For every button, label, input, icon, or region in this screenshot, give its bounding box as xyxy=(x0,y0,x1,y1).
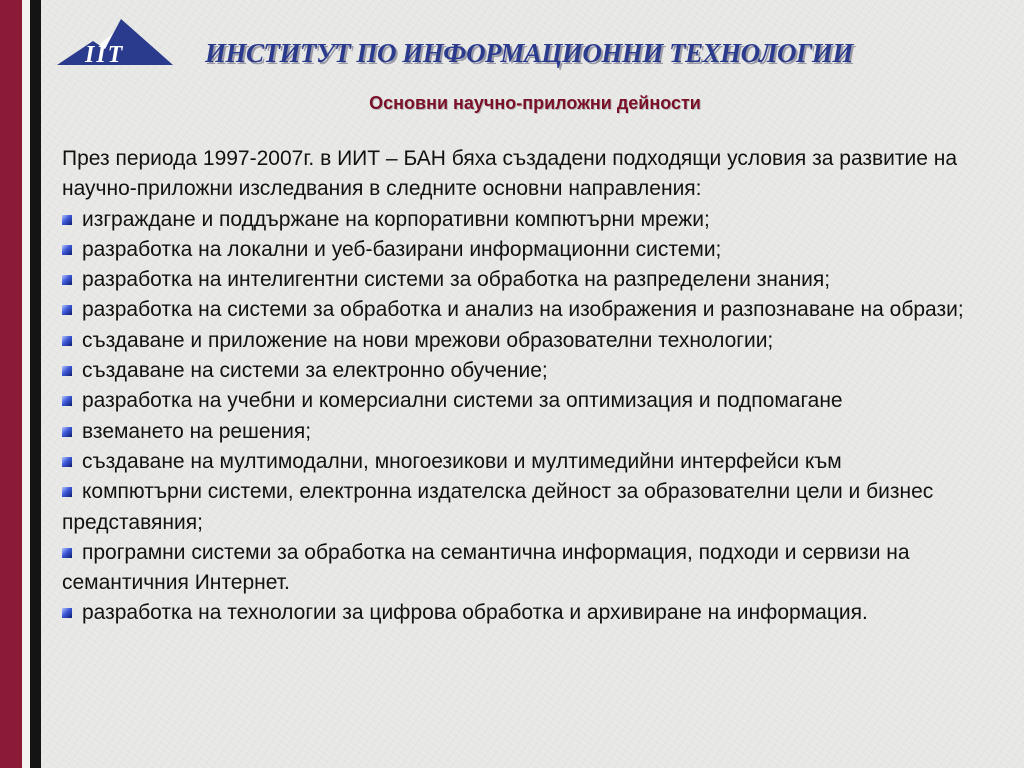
list-item xyxy=(62,326,1017,356)
square-bullet-icon xyxy=(62,245,72,255)
list-item-text: програмни системи за обработка на семантична информация, подходи и сервизи на семантичния Интернет. xyxy=(62,540,910,595)
list-item-text: създаване на мултимодални, многоезикови и мултимедийни интерфейси към xyxy=(82,449,842,473)
activity-list xyxy=(62,205,1017,629)
list-item xyxy=(62,598,1017,628)
list-item-text: изграждане и поддържане на корпоративни компютърни мрежи; xyxy=(82,207,710,231)
square-bullet-icon xyxy=(62,396,72,406)
list-item xyxy=(62,477,1017,538)
square-bullet-icon xyxy=(62,215,72,225)
square-bullet-icon xyxy=(62,366,72,376)
square-bullet-icon xyxy=(62,548,72,558)
list-item-text: разработка на технологии за цифрова обработка и архивиране на информация. xyxy=(82,601,868,625)
square-bullet-icon xyxy=(62,487,72,497)
slide-title: Основни научно-приложни дейности xyxy=(369,93,701,113)
intro-paragraph: През периода 1997-2007г. в ИИТ – БАН бяха създадени подходящи условия за развитие на научно-приложни изследвания в следните основни направления: xyxy=(62,147,958,201)
square-bullet-icon xyxy=(62,427,72,437)
left-white-stripe xyxy=(22,0,30,768)
left-maroon-stripe xyxy=(0,0,22,768)
list-item xyxy=(62,417,1017,447)
left-black-stripe xyxy=(30,0,41,768)
list-item-text: разработка на интелигентни системи за обработка на разпределени знания; xyxy=(82,268,831,292)
list-item xyxy=(62,447,1017,477)
list-item-text: разработка на локални и уеб-базирани информационни системи; xyxy=(82,237,722,261)
list-item-text: разработка на учебни и комерсиални системи за оптимизация и подпомагане xyxy=(82,389,843,413)
list-item-text: компютърни системи, електронна издателска дейност за образователни цели и бизнес представяния; xyxy=(62,480,934,534)
list-item-text: създаване на системи за електронно обучение; xyxy=(82,359,548,383)
square-bullet-icon xyxy=(62,305,72,315)
list-item-text: разработка на системи за обработка и анализ на изображения и разпознаване на образи; xyxy=(82,298,964,322)
logo-text: IIT xyxy=(85,42,125,68)
square-bullet-icon xyxy=(62,457,72,467)
list-item xyxy=(62,356,1017,386)
list-item xyxy=(62,265,1017,295)
iit-logo xyxy=(55,15,175,69)
institute-title: ИНСТИТУТ ПО ИНФОРМАЦИОННИ ТЕХНОЛОГИИ xyxy=(205,38,853,68)
list-item xyxy=(62,235,1017,265)
square-bullet-icon xyxy=(62,275,72,285)
list-item xyxy=(62,295,1017,325)
list-item-text: създаване и приложение на нови мрежови образователни технологии; xyxy=(82,328,774,352)
list-item xyxy=(62,538,1017,599)
square-bullet-icon xyxy=(62,608,72,618)
list-item-text: вземането на решения; xyxy=(82,419,312,443)
list-item xyxy=(62,205,1017,235)
slide-body xyxy=(62,144,1017,629)
list-item xyxy=(62,386,1017,416)
square-bullet-icon xyxy=(62,336,72,346)
